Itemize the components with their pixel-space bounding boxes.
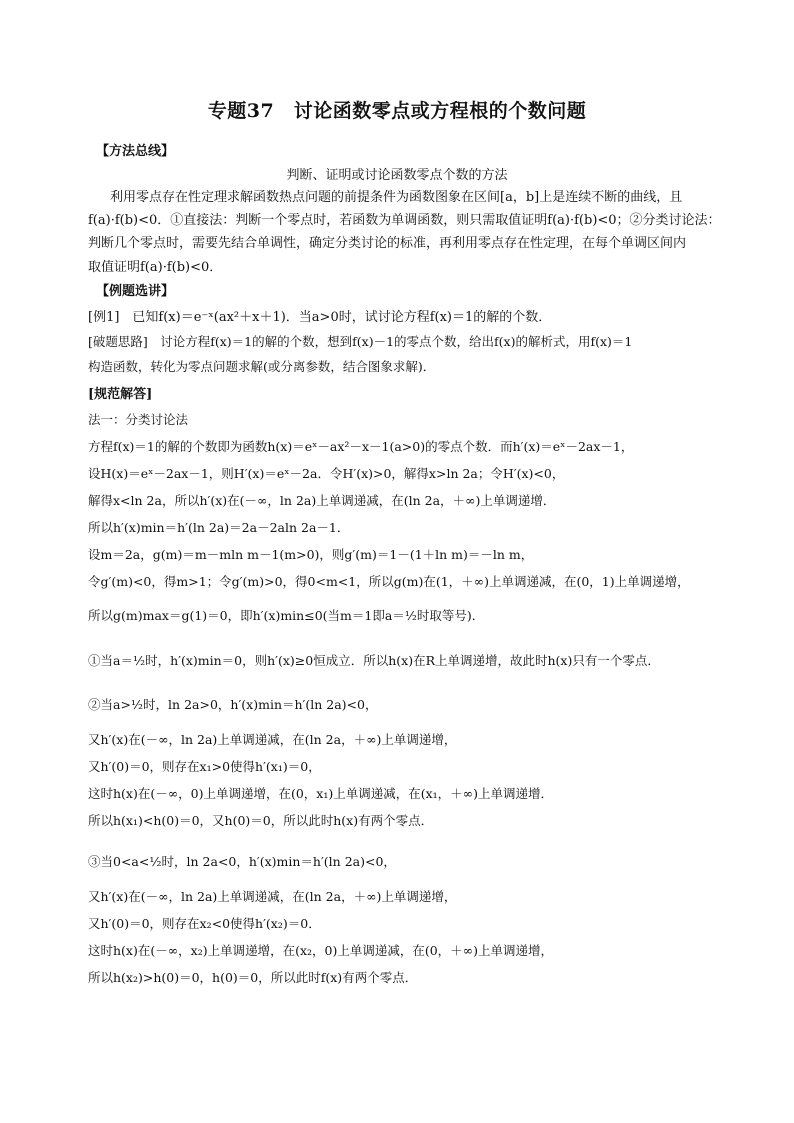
answer-heading: [规范解答] bbox=[88, 387, 153, 402]
solution-line: ③当0<a<½时，ln 2a<0，h′(x)min＝h′(ln 2a)<0， bbox=[88, 854, 396, 869]
solution-line: 令g′(m)<0，得m>1；令g′(m)>0，得0<m<1，所以g(m)在(1，＋∞)上单调递减，在(0，1)上单调递增， bbox=[88, 574, 690, 589]
solution-line: 所以h′(x)min＝h′(ln 2a)＝2a－2aln 2a－1． bbox=[88, 520, 350, 535]
solution-line: 又h′(x)在(－∞，ln 2a)上单调递减，在(ln 2a，＋∞)上单调递增， bbox=[88, 889, 457, 904]
solution-line: 所以g(m)max＝g(1)＝0，即h′(x)min≤0(当m＝1即a＝½时取等号)． bbox=[88, 608, 485, 623]
solution-line: 又h′(0)＝0，则存在x₁>0使得h′(x₁)＝0， bbox=[88, 759, 321, 774]
solution-line: 这时h(x)在(－∞，0)上单调递增，在(0，x₁)上单调递减，在(x₁，＋∞)上单调递增． bbox=[88, 786, 553, 801]
idea-line: [破题思路] 讨论方程f(x)＝1的解的个数，想到f(x)－1的零点个数，给出f(x)的解析式，用f(x)＝1 bbox=[88, 334, 633, 349]
method-line: 利用零点存在性定理求解函数热点问题的前提条件为函数图象在区间[a，b]上是连续不断的曲线，且 bbox=[110, 190, 683, 205]
section-heading-method: 【方法总线】 bbox=[96, 144, 175, 159]
solution-line: 这时h(x)在(－∞，x₂)上单调递增，在(x₂，0)上单调递减，在(0，＋∞)上单调递增， bbox=[88, 943, 553, 958]
solution-line: 法一：分类讨论法 bbox=[88, 412, 189, 427]
method-subtitle: 判断、证明或讨论函数零点个数的方法 bbox=[286, 168, 508, 183]
solution-line: ①当a＝½时，h′(x)min＝0，则h′(x)≥0恒成立．所以h(x)在R上单调递增，故此时h(x)只有一个零点． bbox=[88, 653, 660, 668]
page-title: 专题37 讨论函数零点或方程根的个数问题 bbox=[207, 100, 587, 122]
example-statement: [例1] 已知f(x)＝e⁻ˣ(ax²＋x＋1)．当a>0时，试讨论方程f(x)＝1的解的个数． bbox=[88, 310, 552, 325]
solution-line: 解得x<ln 2a，所以h′(x)在(－∞，ln 2a)上单调递减，在(ln 2a，＋∞)上单调递增． bbox=[88, 493, 556, 508]
solution-line: 设H(x)＝eˣ－2ax－1，则H′(x)＝eˣ－2a．令H′(x)>0，解得x>ln 2a；令H′(x)<0， bbox=[88, 466, 565, 481]
method-line: 判断几个零点时，需要先结合单调性，确定分类讨论的标准，再利用零点存在性定理，在每个单调区间内 bbox=[88, 236, 687, 251]
idea-line: 构造函数，转化为零点问题求解(或分离参数，结合图象求解)． bbox=[88, 359, 436, 374]
method-line: 取值证明f(a)·f(b)<0． bbox=[88, 260, 223, 275]
solution-line: 又h′(x)在(－∞，ln 2a)上单调递减，在(ln 2a，＋∞)上单调递增， bbox=[88, 732, 457, 747]
solution-line: 又h′(0)＝0，则存在x₂<0使得h′(x₂)＝0． bbox=[88, 916, 321, 931]
method-line: f(a)·f(b)<0．①直接法：判断一个零点时，若函数为单调函数，则只需取值证明f(a)·f(b)<0；②分类讨论法： bbox=[88, 213, 721, 228]
solution-line: 方程f(x)＝1的解的个数即为函数h(x)＝eˣ－ax²－x－1(a>0)的零点个数．而h′(x)＝eˣ－2ax－1， bbox=[88, 439, 634, 454]
solution-line: 设m＝2a，g(m)＝m－mln m－1(m>0)，则g′(m)＝1－(1＋ln m)＝－ln m， bbox=[88, 547, 534, 562]
solution-line: 所以h(x₂)>h(0)＝0，h(0)＝0，所以此时f(x)有两个零点． bbox=[88, 970, 418, 985]
section-heading-examples: 【例题选讲】 bbox=[96, 284, 175, 299]
solution-line: 所以h(x₁)<h(0)＝0，又h(0)＝0，所以此时h(x)有两个零点． bbox=[88, 813, 434, 828]
solution-line: ②当a>½时，ln 2a>0，h′(x)min＝h′(ln 2a)<0， bbox=[88, 697, 378, 712]
